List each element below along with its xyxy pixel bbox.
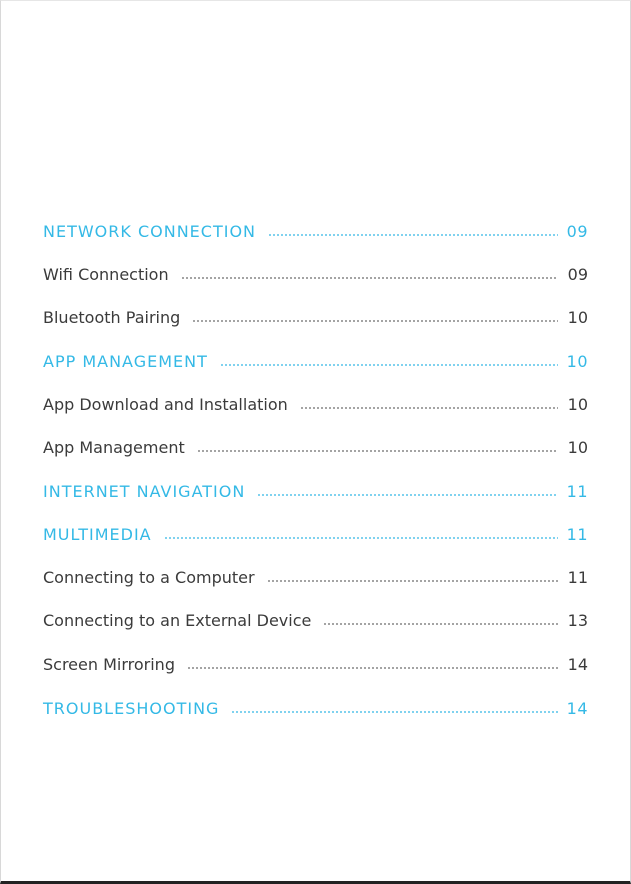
toc-entry-page: 11 [567,568,588,587]
toc-entry-page: 10 [567,395,588,414]
leader-dots [181,277,558,279]
toc-entry-multimedia[interactable] [43,523,588,547]
leader-dots [164,537,558,539]
toc-entry-bluetooth-pairing[interactable] [43,306,588,330]
toc-entry-title: APP MANAGEMENT [43,352,208,371]
toc-entry-title: NETWORK CONNECTION [43,222,256,241]
toc-entry-page: 09 [566,222,588,241]
toc-entry-title: MULTIMEDIA [43,525,152,544]
toc-entry-wifi-connection[interactable] [43,263,588,287]
toc-entry-page: 13 [567,611,588,630]
toc-entry-title: INTERNET NAVIGATION [43,482,246,501]
leader-dots [197,450,558,452]
toc-entry-page: 11 [566,482,588,501]
toc-entry-title: App Download and Installation [43,395,288,414]
toc-entry-app-management-section[interactable] [43,350,588,374]
leader-dots [323,623,558,625]
toc-entry-connecting-external-device[interactable] [43,609,588,633]
toc-entry-page: 10 [566,352,588,371]
toc-entry-title: Screen Mirroring [43,655,175,674]
toc-entry-title: Connecting to an External Device [43,611,312,630]
toc-entry-app-download-installation[interactable] [43,393,588,417]
toc-entry-internet-navigation[interactable] [43,480,588,504]
leader-dots [187,667,558,669]
toc-entry-title: Connecting to a Computer [43,568,255,587]
leader-dots [300,407,558,409]
toc-entry-page: 09 [567,265,588,284]
leader-dots [267,580,558,582]
toc-entry-page: 10 [567,308,588,327]
toc-entry-screen-mirroring[interactable] [43,653,588,677]
leader-dots [220,364,558,366]
toc-entry-title: Bluetooth Pairing [43,308,181,327]
toc-entry-troubleshooting[interactable] [43,697,588,721]
toc-entry-title: Wifi Connection [43,265,169,284]
toc-entry-page: 11 [566,525,588,544]
toc-entry-title: App Management [43,438,185,457]
toc-entry-network-connection[interactable] [43,220,588,244]
toc-entry-page: 14 [567,655,588,674]
toc-entry-title: TROUBLESHOOTING [43,699,220,718]
leader-dots [268,234,558,236]
leader-dots [231,711,557,713]
leader-dots [257,494,557,496]
toc-entry-page: 10 [567,438,588,457]
leader-dots [192,320,558,322]
toc-entry-page: 14 [566,699,588,718]
toc-entry-connecting-computer[interactable] [43,566,588,590]
toc-entry-app-management[interactable] [43,436,588,460]
